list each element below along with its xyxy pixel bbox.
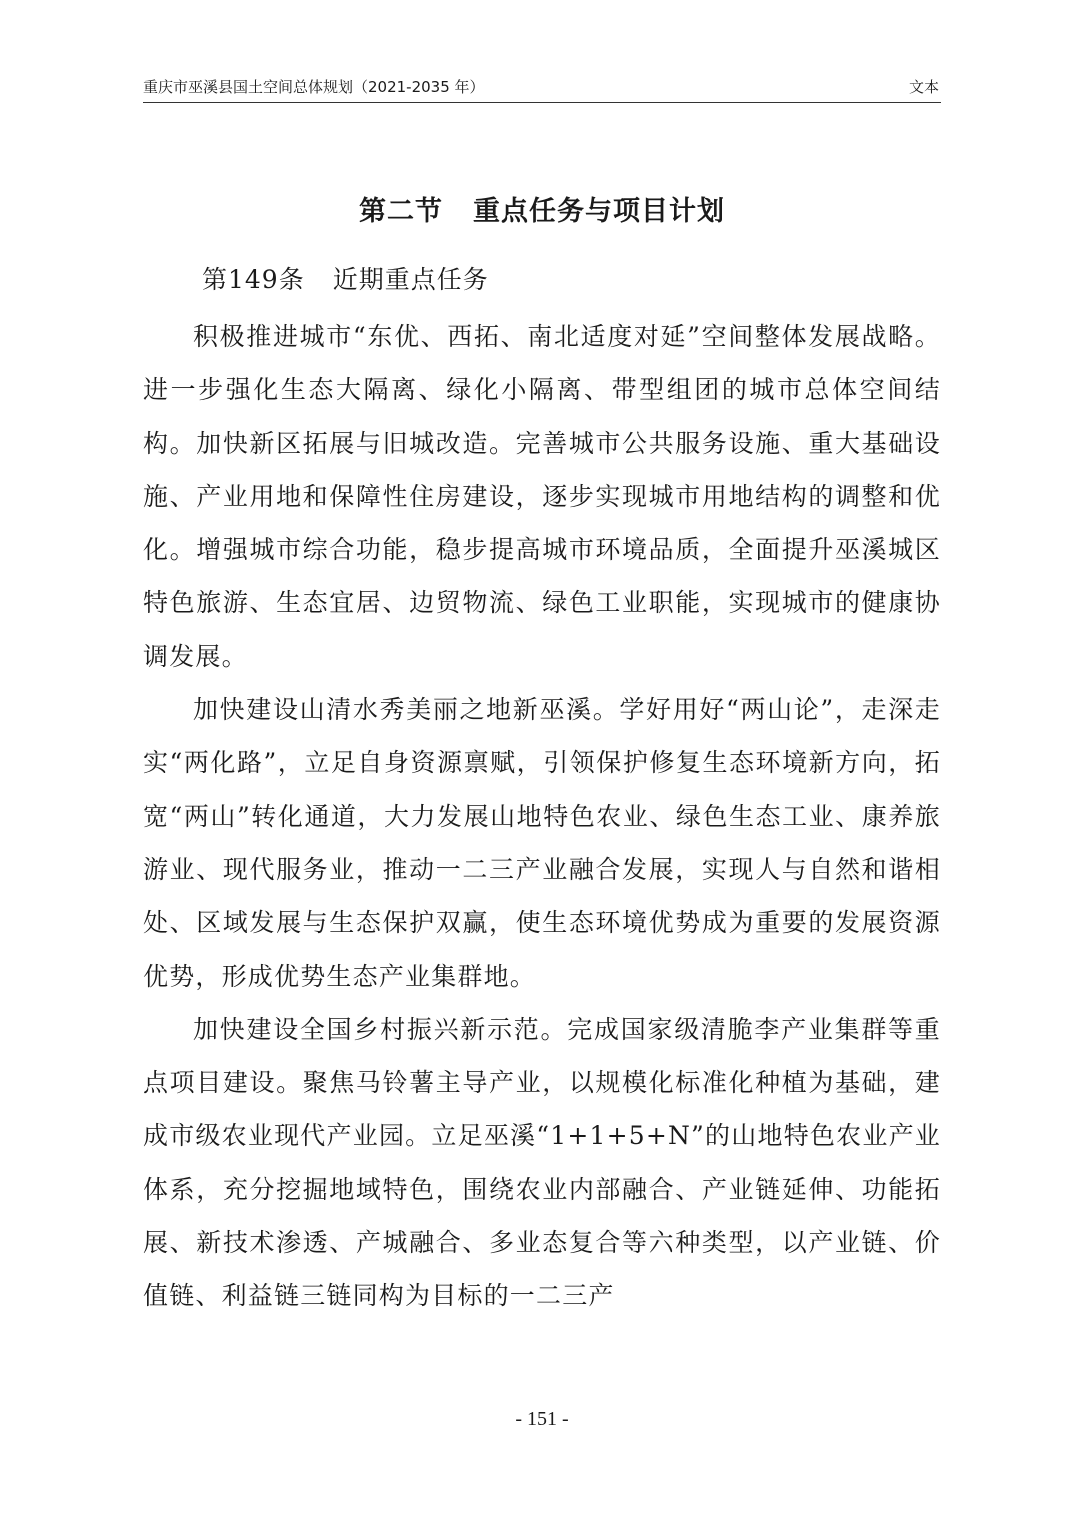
article-number: 第149条: [202, 265, 305, 294]
article-title: 近期重点任务: [332, 265, 489, 294]
body-text: [143, 310, 941, 1323]
header-document-title: 重庆市巫溪县国土空间总体规划（2021-2035 年）: [143, 78, 485, 96]
paragraph: 加快建设山清水秀美丽之地新巫溪。学好用好“两山论”，走深走实“两化路”，立足自身资源禀赋，引领保护修复生态环境新方向，拓宽“两山”转化通道，大力发展山地特色农业、绿色生态工业、康养旅游业、现代服务业，推动一二三产业融合发展，实现人与自然和谐相处、区域发展与生态保护双赢，使生态环境优势成为重要的发展资源优势，形成优势生态产业集群地。: [143, 695, 941, 991]
article-heading: [202, 254, 489, 306]
section-title: [143, 190, 941, 234]
section-name: 重点任务与项目计划: [473, 196, 725, 227]
paragraph: 积极推进城市“东优、西拓、南北适度对延”空间整体发展战略。进一步强化生态大隔离、绿化小隔离、带型组团的城市总体空间结构。加快新区拓展与旧城改造。完善城市公共服务设施、重大基础设施、产业用地和保障性住房建设，逐步实现城市用地结构的调整和优化。增强城市综合功能，稳步提高城市环境品质，全面提升巫溪城区特色旅游、生态宜居、边贸物流、绿色工业职能，实现城市的健康协调发展。: [143, 322, 941, 671]
page-header: [143, 76, 941, 103]
paragraph: 加快建设全国乡村振兴新示范。完成国家级清脆李产业集群等重点项目建设。聚焦马铃薯主导产业，以规模化标准化种植为基础，建成市级农业现代产业园。立足巫溪“1+1+5+N”的山地特色农业产业体系，充分挖掘地域特色，围绕农业内部融合、产业链延伸、功能拓展、新技术渗透、产城融合、多业态复合等六种类型，以产业链、价值链、利益链三链同构为目标的一二三产: [143, 1014, 941, 1311]
section-number: 第二节: [359, 196, 443, 227]
page-number: - 151 -: [515, 1408, 569, 1430]
header-document-type: 文本: [908, 78, 939, 96]
